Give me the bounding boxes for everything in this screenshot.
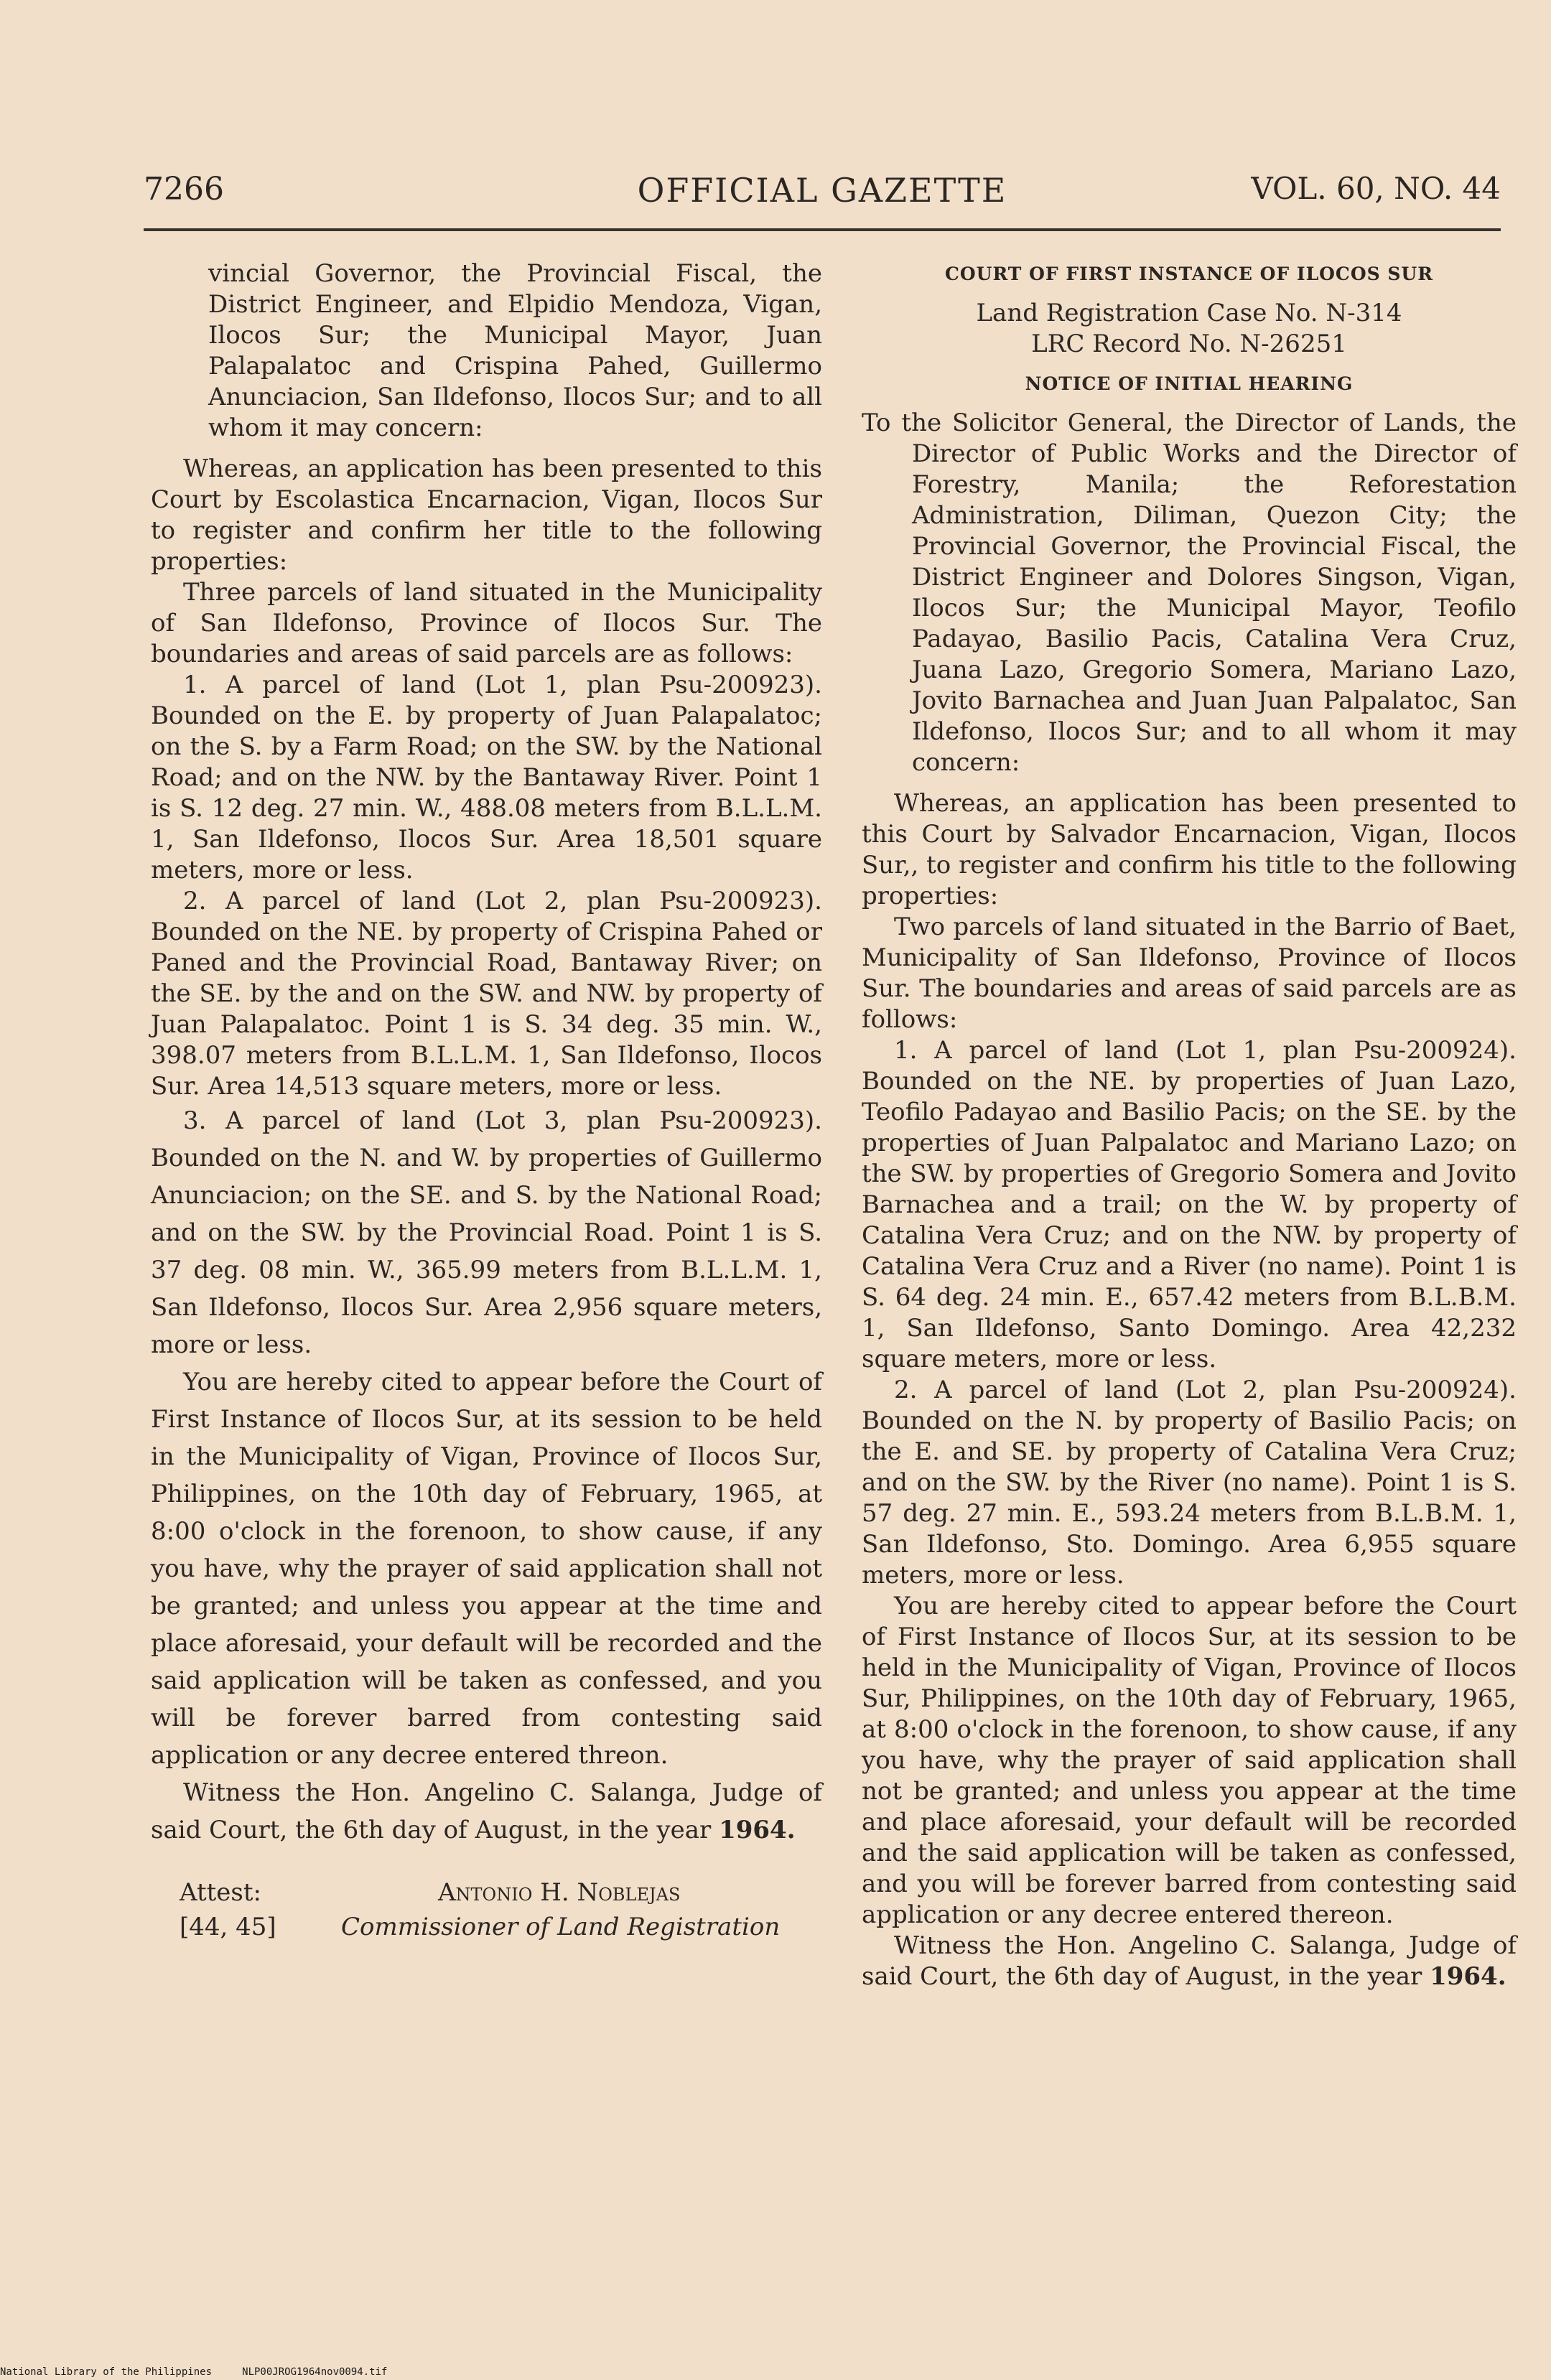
witness-year-2: 1964. [1430,1962,1506,1991]
signatory-name: Antonio H. Noblejas [438,1878,681,1907]
lrc-record-number: LRC Record No. N-26251 [1031,330,1347,358]
issue-reference: [44, 45] [180,1913,276,1941]
parcel-2-b: 2. A parcel of land (Lot 2, plan Psu-200924). Bounded on the N. by property of Basilio Pacis; on the E. and SE. by property of Catalina Vera Cruz; and on the SW. by the River (no name). Point 1 is S. 57 deg. 27 min. E., 593.24 meters from B.L.B.M. 1, San Ildefonso, Sto. Domingo. Area 6,955 square meters, more or less. [862,1376,1517,1590]
page-number: 7266 [144,171,224,207]
scan-footer: National Library of the Philippines NLP00JROG1964nov0094.tif [0,2366,388,2378]
citation-paragraph: You are hereby cited to appear before the Court of First Instance of Ilocos Sur, at its session to be held in the Municipality of Vigan, Province of Ilocos Sur, Philippines, on the 10th day of February, 1965, at 8:00 o'clock in the forenoon, to show cause, if any you have, why the prayer of said application shall not be granted; and unless you appear at the time and place aforesaid, your default will be recorded and the said application will be taken as confessed, and you will be forever barred from contesting said application or any decree entered threon. [151,1368,822,1770]
witness-paragraph [151,1774,822,1849]
case-number: Land Registration Case No. N-314 [976,299,1402,327]
parcel-3: 3. A parcel of land (Lot 3, plan Psu-200923). Bounded on the N. and W. by properties of Guillermo Anunciacion; on the SE. and S. by the National Road; and on the SW. by the Provincial Road. Point 1 is S. 37 deg. 08 min. W., 365.99 meters from B.L.L.M. 1, San Ildefonso, Ilocos Sur. Area 2,956 square meters, more or less. [151,1106,822,1359]
witness-text-2: Witness the Hon. Angelino C. Salanga, Judge of said Court, the 6th day of August, in the year [862,1931,1517,1991]
witness-text: Witness the Hon. Angelino C. Salanga, Judge of said Court, the 6th day of August, in the year [151,1778,822,1844]
whereas-paragraph: Whereas, an application has been presented to this Court by Escolastica Encarnacion, Vigan, Ilocos Sur to register and confirm her title to the following properties: [151,454,822,576]
witness-year: 1964. [719,1816,796,1844]
attest-label: Attest: [180,1878,261,1907]
court-heading: COURT OF FIRST INSTANCE OF ILOCOS SUR [944,263,1434,284]
signatory-title: Commissioner of Land Registration [341,1913,781,1941]
parcel-1: 1. A parcel of land (Lot 1, plan Psu-200923). Bounded on the E. by property of Juan Palapalatoc; on the S. by a Farm Road; on the SW. by the National Road; and on the NW. by the Bantaway River. Point 1 is S. 12 deg. 27 min. W., 488.08 meters from B.L.L.M. 1, San Ildefonso, Ilocos Sur. Area 18,501 square meters, more or less. [151,671,822,885]
notice-heading: NOTICE OF INITIAL HEARING [1025,373,1354,394]
left-column [151,258,822,1949]
parcels-intro: Three parcels of land situated in the Municipality of San Ildefonso, Province of Ilocos Sur. The boundaries and areas of said parcels are as follows: [151,578,822,668]
header-rule [144,228,1501,231]
volume-number: VOL. 60, NO. 44 [1251,171,1501,206]
whereas-paragraph-2: Whereas, an application has been presented to this Court by Salvador Encarnacion, Vigan, Ilocos Sur,, to register and confirm his title to the following properties: [862,789,1517,910]
citation-paragraph-2: You are hereby cited to appear before the Court of First Instance of Ilocos Sur, at its session to be held in the Municipality of Vigan, Province of Ilocos Sur, Philippines, on the 10th day of February, 1965, at 8:00 o'clock in the forenoon, to show cause, if any you have, why the prayer of said application shall not be granted; and unless you appear at the time and place aforesaid, your default will be recorded and the said application will be taken as confessed, and you will be forever barred from contesting said application or any decree entered thereon. [862,1592,1517,1929]
publication-title: OFFICIAL GAZETTE [637,171,1007,210]
recipients-list: To the Solicitor General, the Director of Lands, the Director of Public Works and the Director of Forestry, Manila; the Reforestation Administration, Diliman, Quezon City; the Provincial Governor, the Provincial Fiscal, the District Engineer and Dolores Singson, Vigan, Ilocos Sur; the Municipal Mayor, Teofilo Padayao, Basilio Pacis, Catalina Vera Cruz, Juana Lazo, Gregorio Somera, Mariano Lazo, Jovito Barnachea and Juan Juan Palpalatoc, San Ildefonso, Ilocos Sur; and to all whom it may concern: [862,409,1517,777]
witness-paragraph-2 [862,1931,1517,1992]
right-column [862,258,1517,1992]
parcels-intro-2: Two parcels of land situated in the Barrio of Baet, Municipality of San Ildefonso, Province of Ilocos Sur. The boundaries and areas of said parcels are as follows: [862,913,1517,1034]
parcel-2: 2. A parcel of land (Lot 2, plan Psu-200923). Bounded on the NE. by property of Crispina Pahed or Paned and the Provincial Road, Bantaway River; on the SE. by the and on the SW. and NW. by property of Juan Palapalatoc. Point 1 is S. 34 deg. 35 min. W., 398.07 meters from B.L.L.M. 1, San Ildefonso, Ilocos Sur. Area 14,513 square meters, more or less. [151,887,822,1101]
attestation [151,1877,822,1949]
recipients-continued: vincial Governor, the Provincial Fiscal, the District Engineer, and Elpidio Mendoza, Vigan, Ilocos Sur; the Municipal Mayor, Juan Palapalatoc and Crispina Pahed, Guillermo Anunciacion, San Ildefonso, Ilocos Sur; and to all whom it may concern: [208,259,822,442]
page-header [144,171,1501,221]
parcel-1-b: 1. A parcel of land (Lot 1, plan Psu-200924). Bounded on the NE. by properties of Juan Lazo, Teofilo Padayao and Basilio Pacis; on the SE. by the properties of Juan Palpalatoc and Mariano Lazo; on the SW. by properties of Gregorio Somera and Jovito Barnachea and a trail; on the W. by property of Catalina Vera Cruz; and on the NW. by property of Catalina Vera Cruz and a River (no name). Point 1 is S. 64 deg. 24 min. E., 657.42 meters from B.L.B.M. 1, San Ildefonso, Santo Domingo. Area 42,232 square meters, more or less. [862,1036,1517,1373]
